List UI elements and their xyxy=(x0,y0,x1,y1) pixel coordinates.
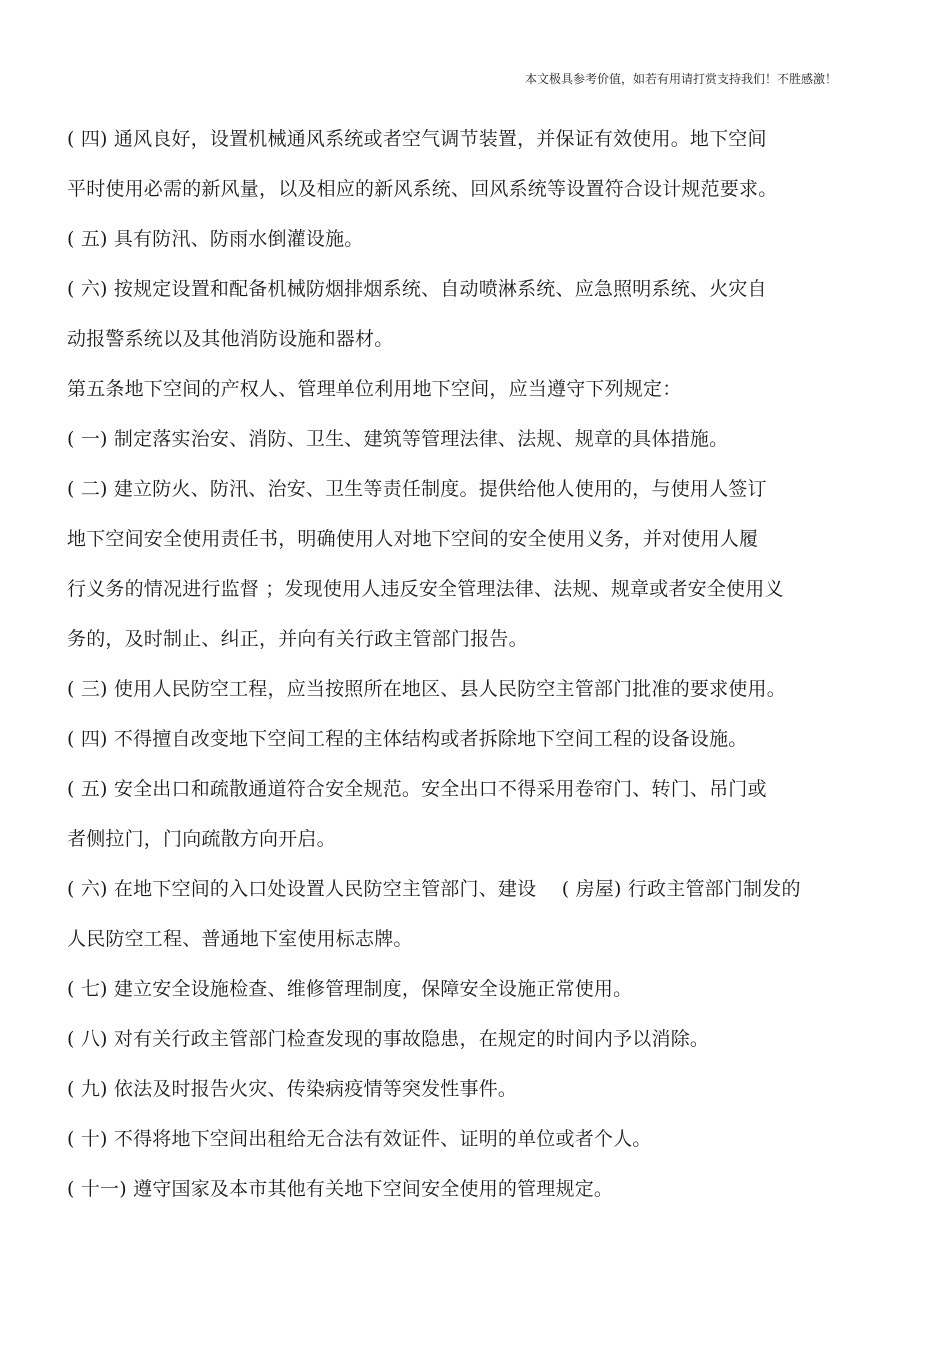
text-line: 者侧拉门，门向疏散方向开启。 xyxy=(67,828,336,850)
document-body xyxy=(67,114,897,1214)
text-line: ( 四) 不得擅自改变地下空间工程的主体结构或者拆除地下空间工程的设备设施。 xyxy=(67,728,748,750)
text-line: ( 五) 安全出口和疏散通道符合安全规范。安全出口不得采用卷帘门、转门、吊门或 xyxy=(67,778,767,800)
text-line: ( 五) 具有防汛、防雨水倒灌设施。 xyxy=(67,228,364,250)
text-line: ( 九) 依法及时报告火灾、传染病疫情等突发性事件。 xyxy=(67,1078,518,1100)
text-line: ( 一) 制定落实治安、消防、卫生、建筑等管理法律、法规、规章的具体措施。 xyxy=(67,428,729,450)
text-line: ( 二) 建立防火、防汛、治安、卫生等责任制度。提供给他人使用的，与使用人签订 xyxy=(67,478,767,500)
header-note: 本文极具参考价值，如若有用请打赏支持我们！不胜感激！ xyxy=(524,72,837,86)
text-line: 平时使用必需的新风量，以及相应的新风系统、回风系统等设置符合设计规范要求。 xyxy=(67,178,778,200)
text-line: 地下空间安全使用责任书，明确使用人对地下空间的安全使用义务，并对使用人履 xyxy=(67,528,759,550)
text-line: ( 七) 建立安全设施检查、维修管理制度，保障安全设施正常使用。 xyxy=(67,978,633,1000)
text-line: ( 八) 对有关行政主管部门检查发现的事故隐患，在规定的时间内予以消除。 xyxy=(67,1028,710,1050)
text-line: ( 六) 按规定设置和配备机械防烟排烟系统、自动喷淋系统、应急照明系统、火灾自 xyxy=(67,278,767,300)
text-line: 第五条地下空间的产权人、管理单位利用地下空间，应当遵守下列规定： xyxy=(67,378,682,400)
text-line: 人民防空工程、普通地下室使用标志牌。 xyxy=(67,928,413,950)
text-line: 行义务的情况进行监督 ；发现使用人违反安全管理法律、法规、规章或者安全使用义 xyxy=(67,578,784,600)
text-line: ( 六) 在地下空间的入口处设置人民防空主管部门、建设 ( 房屋) 行政主管部门制发的 xyxy=(67,878,801,900)
text-line: ( 三) 使用人民防空工程，应当按照所在地区、县人民防空主管部门批准的要求使用。 xyxy=(67,678,786,700)
text-line: 动报警系统以及其他消防设施和器材。 xyxy=(67,328,394,350)
text-line: ( 四) 通风良好，设置机械通风系统或者空气调节装置，并保证有效使用。地下空间 xyxy=(67,128,767,150)
text-line: ( 十一) 遵守国家及本市其他有关地下空间安全使用的管理规定。 xyxy=(67,1178,614,1200)
text-line: 务的，及时制止、纠正，并向有关行政主管部门报告。 xyxy=(67,628,528,650)
text-line: ( 十) 不得将地下空间出租给无合法有效证件、证明的单位或者个人。 xyxy=(67,1128,652,1150)
